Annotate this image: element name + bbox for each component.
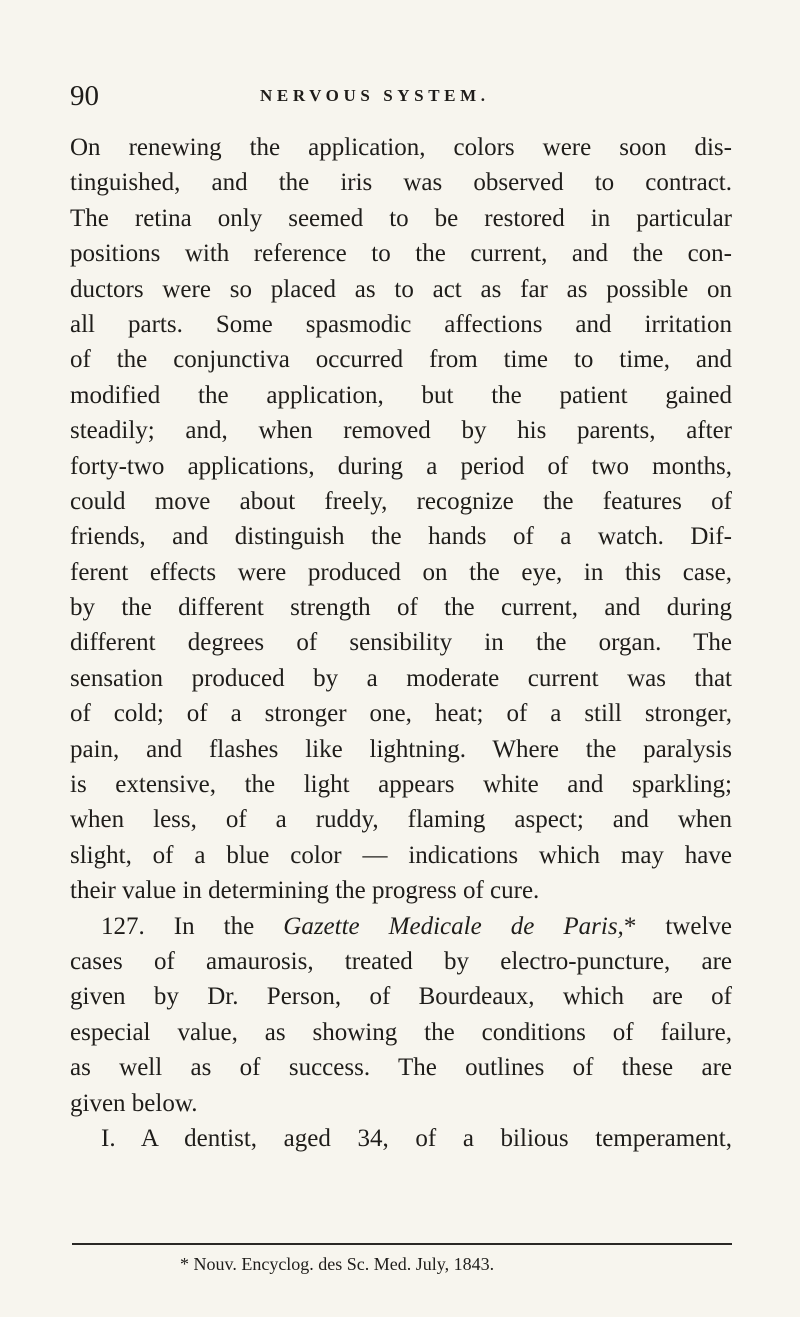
text-line: pain, and flashes like lightning. Where the paralysis [70,735,732,763]
text-line: slight, of a blue color — indications which may have [70,841,732,869]
text-line: ductors were so placed as to act as far as possible on [70,275,732,303]
text-line: The retina only seemed to be restored in particular [70,204,732,232]
text-line: different degrees of sensibility in the organ. The [70,629,732,657]
text-line: steadily; and, when removed by his parents, after [70,417,732,445]
text-line: On renewing the application, colors were soon dis- [70,134,732,161]
text-line: modified the application, but the patient gained [70,381,732,409]
journal-title: Gazette Medicale de Paris, [283,912,624,940]
page-number: 90 [70,80,99,112]
footnote: * Nouv. Encyclog. des Sc. Med. July, 1843. [180,1254,495,1274]
text-line: especial value, as showing the conditions of failure, [70,1018,732,1046]
text-line: I. A dentist, aged 34, of a bilious temperament, [101,1124,732,1152]
text-line: tinguished, and the iris was observed to contract. [70,169,732,197]
text-line: cases of amaurosis, treated by electro-puncture, are [70,947,732,975]
text-line: all parts. Some spasmodic affections and irritation [70,310,732,338]
text-line: positions with reference to the current, and the con- [70,240,732,268]
text-line: by the different strength of the current, and during [70,594,732,622]
text-line: friends, and distinguish the hands of a watch. Dif- [70,523,732,551]
text-line: their value in determining the progress of cure. [70,877,540,905]
text-line: ferent effects were produced on the eye, in this case, [70,558,732,586]
text-line: of the conjunctiva occurred from time to time, and [70,346,732,374]
text-segment: 127. In the [101,912,284,940]
running-head: NERVOUS SYSTEM. [260,86,490,105]
text-line: is extensive, the light appears white and sparkling; [70,771,732,799]
body-text [70,130,732,1156]
text-line: given by Dr. Person, of Bourdeaux, which are of [70,983,732,1011]
text-line: as well as of success. The outlines of these are [70,1054,732,1082]
text-line: given below. [70,1089,198,1117]
footnote-divider [72,1243,732,1245]
text-line: sensation produced by a moderate current was that [70,664,732,692]
text-line: could move about freely, recognize the features of [70,487,732,515]
text-line: when less, of a ruddy, flaming aspect; and when [70,806,732,834]
text-line: forty-two applications, during a period of two months, [70,452,732,480]
text-line: of cold; of a stronger one, heat; of a still stronger, [70,700,732,728]
paragraph-127-first-line [70,909,732,944]
footnote-reference: * twelve [623,912,732,940]
page-header [70,78,730,114]
